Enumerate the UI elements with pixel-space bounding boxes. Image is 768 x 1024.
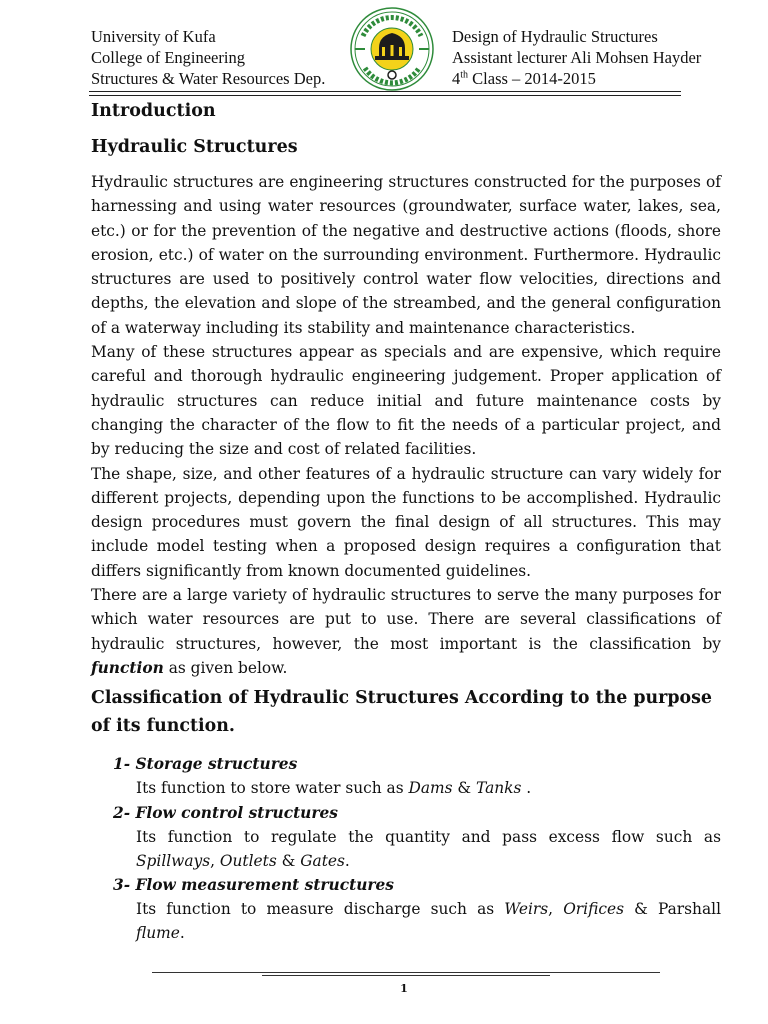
header-department: Structures & Water Resources Dep. [91, 69, 326, 88]
header-class: 4th Class – 2014-2015 [452, 69, 596, 88]
footer-divider-short [262, 975, 550, 976]
header-university: University of Kufa [91, 27, 216, 46]
item-title: 3- Flow measurement structures [113, 876, 394, 895]
university-logo [349, 6, 435, 92]
paragraph-1: Hydraulic structures are engineering structures constructed for the purposes of harnessing and using water resources (groundwater, surface water, lakes, sea, etc.) or for the prevention of the negative and destructive actions (floods, shore erosion, etc.) of water on the surrounding environment. Furthermore. Hydraulic structures are used to positively control water flow velocities, directions and depths, the elevation and slope of the streambed, and the general configuration of a waterway including its stability and maintenance characteristics. [91, 173, 721, 337]
item-title: 1- Storage structures [113, 755, 298, 774]
section-heading: Introduction [91, 101, 216, 121]
item-description: Its function to measure discharge such as Weirs, Orifices & Parshall flume. [136, 900, 721, 943]
list-item [91, 801, 721, 874]
item-description: Its function to store water such as Dams & Tanks . [136, 779, 532, 798]
header-right [452, 26, 701, 89]
header-left [91, 26, 325, 89]
list-item [91, 873, 721, 946]
document-body [91, 99, 721, 946]
item-description: Its function to regulate the quantity and pass excess flow such as Spillways, Outlets & Gates. [136, 827, 721, 870]
page-number: 1 [400, 982, 408, 995]
footer-divider [152, 972, 660, 973]
header-college: College of Engineering [91, 48, 245, 67]
header-divider [89, 91, 681, 92]
list-item [91, 752, 721, 800]
classification-list [91, 752, 721, 945]
classification-heading: Classification of Hydraulic Structures According to the purpose of its function. [91, 688, 712, 737]
subsection-heading: Hydraulic Structures [91, 137, 298, 157]
header-divider-thin [89, 95, 681, 96]
header-lecturer: Assistant lecturer Ali Mohsen Hayder [452, 48, 702, 67]
paragraph-2: Many of these structures appear as specials and are expensive, which require careful and thorough hydraulic engineering judgement. Proper application of hydraulic structures can reduce initial and future maintenance costs by changing the character of the flow to fit the needs of a particular project, and by reducing the size and cost of related facilities. [91, 343, 721, 459]
item-title: 2- Flow control structures [113, 803, 338, 822]
paragraph-3: The shape, size, and other features of a hydraulic structure can vary widely for different projects, depending upon the functions to be accomplished. Hydraulic design procedures must govern the final design of all structures. This may include model testing when a proposed design requires a configuration that differs significantly from known documented guidelines. [91, 464, 721, 580]
paragraph-4: There are a large variety of hydraulic structures to serve the many purposes for which water resources are put to use. There are several classifications of hydraulic structures, however, the most important is the classification by function as given below. [91, 586, 721, 677]
header-course: Design of Hydraulic Structures [452, 27, 658, 46]
